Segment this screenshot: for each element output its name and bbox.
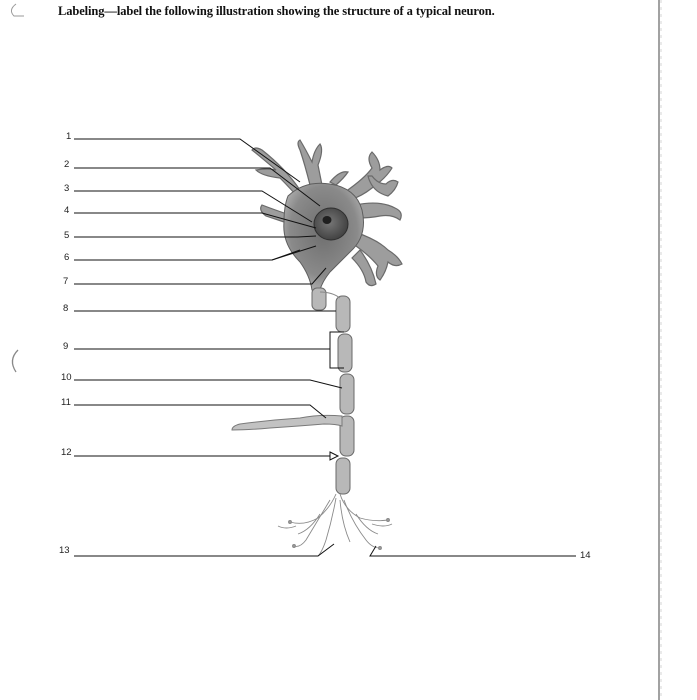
- leader-line-14: [370, 546, 576, 556]
- label-number-10: 10: [61, 372, 72, 383]
- scan-mark-left: [12, 350, 18, 372]
- nucleus: [314, 208, 348, 240]
- leader-line-10: [74, 380, 342, 388]
- label-number-2: 2: [64, 159, 70, 170]
- arrowhead-12: [330, 452, 338, 460]
- leader-line-7: [74, 268, 326, 284]
- label-number-7: 7: [63, 276, 69, 287]
- label-number-3: 3: [64, 183, 70, 194]
- label-number-4: 4: [64, 205, 70, 216]
- scan-mark-top: [11, 4, 24, 16]
- label-number-14: 14: [580, 550, 591, 561]
- axon-terminals: [278, 494, 392, 556]
- leader-line-6: [74, 246, 316, 260]
- label-number-11: 11: [61, 397, 71, 408]
- label-number-5: 5: [64, 230, 70, 241]
- label-number-13: 13: [59, 545, 70, 556]
- label-number-9: 9: [63, 341, 69, 352]
- leader-line-11: [74, 405, 326, 418]
- label-number-1: 1: [66, 131, 72, 142]
- label-number-6: 6: [64, 252, 70, 263]
- worksheet-title: Labeling—label the following illustration showing the structure of a typical neuron.: [58, 4, 495, 18]
- leader-line-5: [74, 236, 316, 237]
- label-number-8: 8: [63, 303, 69, 314]
- axon: [312, 288, 354, 494]
- nucleolus: [323, 216, 332, 224]
- label-number-12: 12: [61, 447, 72, 458]
